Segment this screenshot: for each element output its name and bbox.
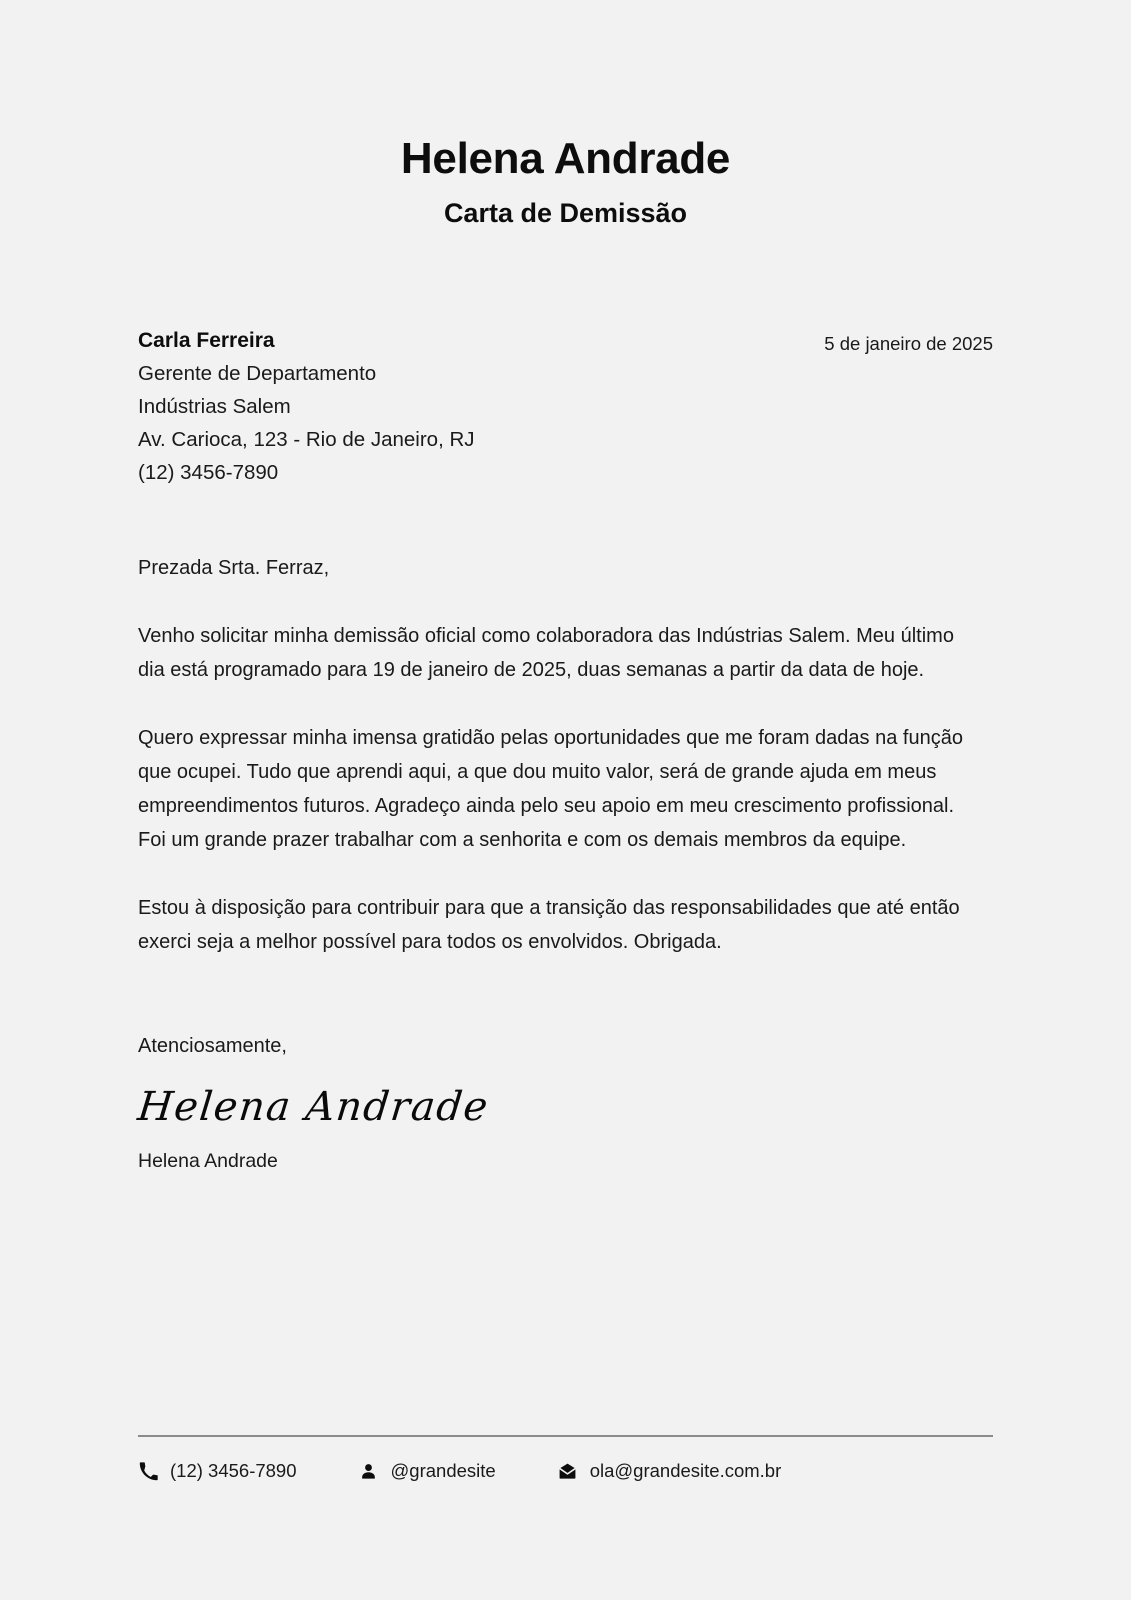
contact-email-text: ola@grandesite.com.br xyxy=(589,1460,782,1481)
envelope-icon xyxy=(558,1461,578,1481)
letterhead xyxy=(138,0,993,230)
recipient-block xyxy=(138,324,475,489)
body-paragraph-2: Quero expressar minha imensa gratidão pelas oportunidades que me foram dadas na função que ocupei. Tudo que aprendi aqui, a que dou muito valor, será de grande ajuda em meus empreendimentos futuros. Agradeço ainda pelo seu apoio em meu crescimento profissional. Foi um grande prazer trabalhar com a senhorita e com os demais membros da equipe. xyxy=(138,726,963,851)
page-title: Helena Andrade xyxy=(400,134,731,183)
contact-social-text: @grandesite xyxy=(390,1460,496,1481)
body-paragraph-3: Estou à disposição para contribuir para que a transição das responsabilidades que até então exerci seja a melhor possível para todos os envolvidos. Obrigada. xyxy=(138,896,960,953)
valediction: Atenciosamente, xyxy=(138,1034,287,1057)
letter-body xyxy=(138,551,993,959)
contact-phone-text: (12) 3456-7890 xyxy=(170,1460,297,1481)
person-icon xyxy=(359,1461,379,1481)
footer-contacts xyxy=(138,1460,993,1482)
contact-social xyxy=(359,1460,496,1482)
document-subtitle: Carta de Demissão xyxy=(443,198,688,229)
recipient-company: Indústrias Salem xyxy=(138,394,291,418)
footer-divider xyxy=(138,1435,993,1437)
signature-printed-name: Helena Andrade xyxy=(138,1149,278,1172)
body-paragraph-1: Venho solicitar minha demissão oficial como colaboradora das Indústrias Salem. Meu último dia está programado para 19 de janeiro de 2025, duas semanas a partir da data de hoje. xyxy=(138,624,954,681)
letter-date: 5 de janeiro de 2025 xyxy=(824,332,993,354)
letter-closing xyxy=(135,1029,993,1175)
recipient-phone: (12) 3456-7890 xyxy=(138,460,279,484)
signature-script: Helena Andrade xyxy=(135,1083,492,1130)
recipient-title: Gerente de Departamento xyxy=(138,361,377,385)
letter-meta xyxy=(138,324,993,489)
salutation: Prezada Srta. Ferraz, xyxy=(138,556,330,579)
contact-email xyxy=(558,1460,782,1482)
recipient-address: Av. Carioca, 123 - Rio de Janeiro, RJ xyxy=(138,427,475,451)
recipient-name: Carla Ferreira xyxy=(138,328,275,352)
phone-icon xyxy=(138,1461,158,1481)
contact-phone xyxy=(138,1460,297,1482)
letter-footer xyxy=(138,1435,993,1482)
